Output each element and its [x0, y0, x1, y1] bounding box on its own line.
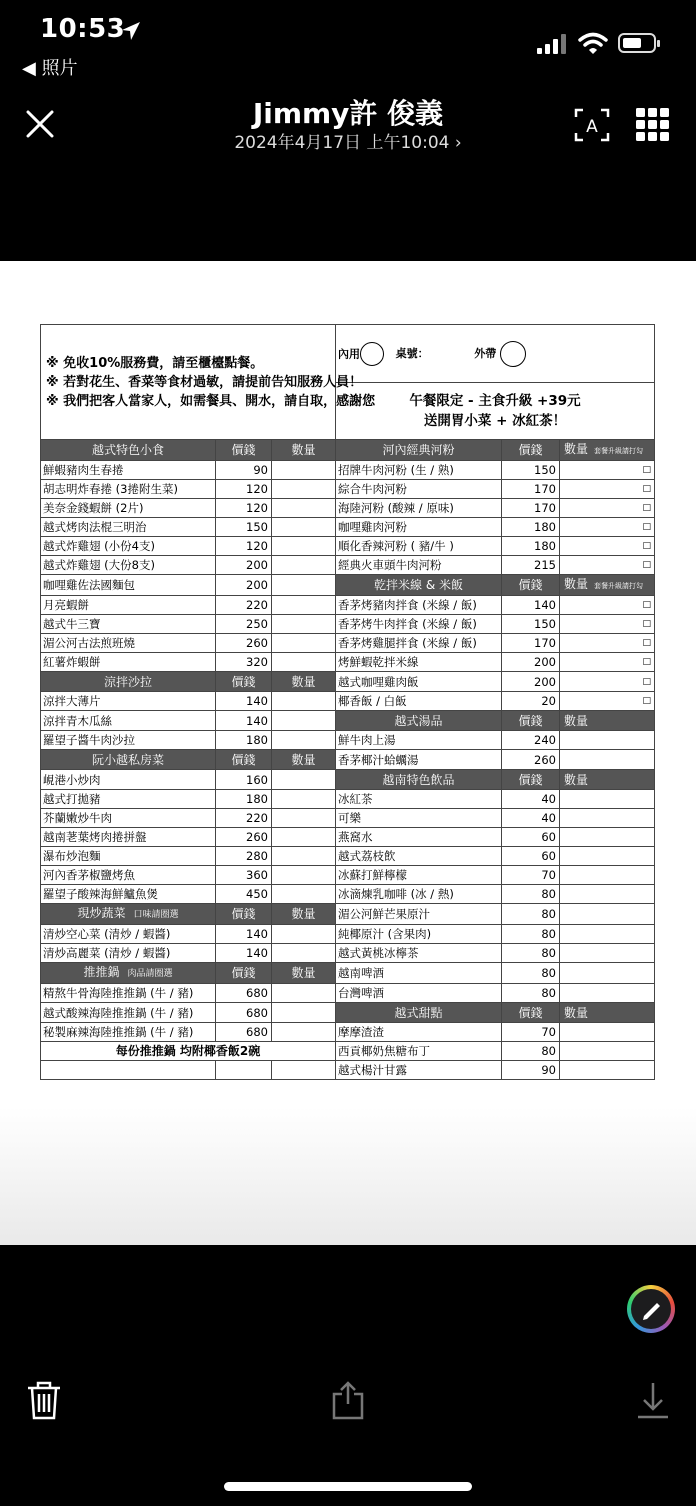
- qty-header-text: 數量: [564, 772, 589, 787]
- menu-row: [41, 866, 655, 885]
- qty-header-text: 數量: [291, 907, 316, 921]
- battery-icon: [618, 33, 656, 53]
- menu-item-name: 冰滴煉乳咖啡 (冰 / 熱): [336, 885, 502, 904]
- menu-item-name: 香茅烤牛肉拌食 (米線 / 飯): [336, 615, 502, 634]
- menu-item-name: 海陸河粉 (酸辣 / 原味): [336, 499, 502, 518]
- menu-item-name: 冰蘇打鮮檸檬: [336, 866, 502, 885]
- location-arrow-icon: [120, 20, 142, 46]
- menu-item-price: 140: [216, 711, 272, 731]
- live-text-icon[interactable]: [574, 107, 610, 147]
- qty-column-header: [560, 1003, 655, 1023]
- quantity-cell[interactable]: [272, 731, 336, 750]
- menu-item-name: 湄公河古法煎班燒: [41, 634, 216, 653]
- quantity-cell[interactable]: [560, 634, 655, 653]
- menu-row: [41, 809, 655, 828]
- quantity-cell[interactable]: [272, 984, 336, 1003]
- menu-item-name: 香茅烤豬肉拌食 (米線 / 飯): [336, 596, 502, 615]
- menu-item-price: 90: [502, 1061, 560, 1080]
- quantity-cell[interactable]: [560, 944, 655, 963]
- menu-item-name: 越式荔枝飲: [336, 847, 502, 866]
- takeout-circle: [500, 341, 526, 367]
- menu-item-name: 越式咖哩雞肉飯: [336, 672, 502, 692]
- quantity-cell[interactable]: [272, 944, 336, 963]
- right-section-title: 越式湯品: [336, 711, 502, 731]
- menu-item-name: 月亮蝦餅: [41, 596, 216, 615]
- qty-header-text: 數量: [291, 674, 316, 689]
- menu-item-price: 150: [502, 461, 560, 480]
- menu-item-price: 180: [216, 790, 272, 809]
- menu-item-price: 215: [502, 556, 560, 575]
- menu-row: [41, 944, 655, 963]
- quantity-cell[interactable]: [560, 596, 655, 615]
- qty-column-header: [272, 672, 336, 692]
- quantity-cell[interactable]: [560, 499, 655, 518]
- menu-item-name: 湄公河鮮芒果原汁: [336, 904, 502, 925]
- empty-cell: [216, 1061, 272, 1080]
- menu-item-price: 40: [502, 809, 560, 828]
- grid-view-icon[interactable]: [636, 108, 670, 146]
- upgrade-checkbox[interactable]: □: [642, 484, 652, 494]
- menu-item-name: 胡志明炸春捲 (3捲附生菜): [41, 480, 216, 499]
- menu-item-price: 140: [216, 944, 272, 963]
- quantity-cell[interactable]: [560, 904, 655, 925]
- back-label: 照片: [41, 58, 78, 79]
- menu-item-name: 香茅椰汁蛤蠣湯: [336, 750, 502, 770]
- menu-row: [41, 615, 655, 634]
- wifi-icon: [578, 32, 608, 58]
- upgrade-checkbox[interactable]: □: [642, 541, 652, 551]
- menu-item-price: 140: [216, 692, 272, 711]
- menu-item-price: 240: [502, 731, 560, 750]
- quantity-cell[interactable]: [272, 770, 336, 790]
- markup-edit-button[interactable]: [627, 1285, 675, 1333]
- menu-item-price: 260: [502, 750, 560, 770]
- menu-item-price: 220: [216, 596, 272, 615]
- menu-row: [41, 750, 655, 770]
- quantity-cell[interactable]: [272, 866, 336, 885]
- quantity-cell[interactable]: [272, 575, 336, 596]
- home-indicator[interactable]: [224, 1482, 472, 1491]
- price-column-header: 價錢: [216, 963, 272, 984]
- right-section-title: 越南特色飲品: [336, 770, 502, 790]
- menu-item-price: 180: [502, 537, 560, 556]
- quantity-cell[interactable]: [272, 556, 336, 575]
- menu-row: [41, 440, 655, 461]
- quantity-cell[interactable]: [272, 1003, 336, 1023]
- menu-item-price: 80: [502, 1042, 560, 1061]
- menu-item-price: 200: [502, 672, 560, 692]
- photo-viewer[interactable]: [0, 261, 696, 1245]
- menu-item-name: 涼拌青木瓜絲: [41, 711, 216, 731]
- menu-item-name: 紅薯炸蝦餅: [41, 653, 216, 672]
- section-title-note: 口味請圈選: [133, 910, 179, 920]
- quantity-cell[interactable]: [272, 692, 336, 711]
- menu-item-name: 純椰原汁 (含果肉): [336, 925, 502, 944]
- menu-row: [41, 885, 655, 904]
- menu-item-price: 20: [502, 692, 560, 711]
- quantity-cell[interactable]: [272, 596, 336, 615]
- back-to-photos-link[interactable]: [22, 54, 78, 80]
- qty-header-text: 數量: [564, 577, 589, 591]
- menu-item-name: 清炒高麗菜 (清炒 / 蝦醬): [41, 944, 216, 963]
- menu-item-name: 咖哩雞肉河粉: [336, 518, 502, 537]
- menu-item-name: 鮮牛肉上湯: [336, 731, 502, 750]
- menu-row: [41, 575, 655, 596]
- menu-row: [41, 925, 655, 944]
- menu-item-price: 60: [502, 847, 560, 866]
- price-column-header: 價錢: [502, 711, 560, 731]
- cellular-signal-icon: [537, 34, 571, 58]
- qty-header-text: 數量: [564, 713, 589, 728]
- menu-row: [41, 711, 655, 731]
- qty-column-header: [272, 750, 336, 770]
- qty-header-text: 數量: [564, 442, 589, 456]
- menu-item-name: 椰香飯 / 白飯: [336, 692, 502, 711]
- lunch-promo-box: [336, 383, 655, 440]
- upgrade-note: 套餐升級請打勾: [594, 582, 644, 590]
- menu-item-name: 精熬牛骨海陸推推鍋 (牛 / 豬): [41, 984, 216, 1003]
- menu-item-name: 鮮蝦豬肉生春捲: [41, 461, 216, 480]
- menu-row: [41, 904, 655, 925]
- menu-row: [41, 1023, 655, 1042]
- qty-header-text: 數量: [564, 1005, 589, 1020]
- save-download-icon[interactable]: [636, 1380, 670, 1424]
- menu-item-name: 越式酸辣海陸推推鍋 (牛 / 豬): [41, 1003, 216, 1023]
- quantity-cell[interactable]: [560, 925, 655, 944]
- quantity-cell[interactable]: [272, 828, 336, 847]
- qty-header-text: 數量: [291, 966, 316, 980]
- right-section-title: 乾拌米線 & 米飯: [336, 575, 502, 596]
- quantity-cell[interactable]: [560, 1023, 655, 1042]
- menu-item-name: 越式打拋豬: [41, 790, 216, 809]
- menu-row: [41, 653, 655, 672]
- quantity-cell[interactable]: [560, 963, 655, 984]
- upgrade-checkbox[interactable]: □: [642, 522, 652, 532]
- trash-icon[interactable]: [26, 1380, 62, 1424]
- menu-item-price: 80: [502, 885, 560, 904]
- menu-row: [41, 461, 655, 480]
- menu-item-price: 70: [502, 866, 560, 885]
- qty-column-header: [272, 904, 336, 925]
- quantity-cell[interactable]: [560, 537, 655, 556]
- upgrade-note: 套餐升級請打勾: [594, 447, 644, 455]
- menu-item-name: 越式黃桃冰檸茶: [336, 944, 502, 963]
- menu-item-name: 秘製麻辣海陸推推鍋 (牛 / 豬): [41, 1023, 216, 1042]
- menu-row: [41, 770, 655, 790]
- menu-order-form: [40, 324, 655, 1080]
- menu-item-price: 280: [216, 847, 272, 866]
- menu-item-price: 200: [216, 575, 272, 596]
- menu-item-price: 120: [216, 499, 272, 518]
- quantity-cell[interactable]: [560, 828, 655, 847]
- qty-column-header: [272, 440, 336, 461]
- photo-date[interactable]: 2024年4月17日 上午10:04 ›: [234, 133, 462, 153]
- quantity-cell[interactable]: [272, 615, 336, 634]
- menu-row: [41, 596, 655, 615]
- right-section-title: 河內經典河粉: [336, 440, 502, 461]
- menu-item-name: 羅望子酸辣海鮮鱸魚煲: [41, 885, 216, 904]
- quantity-cell[interactable]: [560, 461, 655, 480]
- menu-item-name: 越式牛三寶: [41, 615, 216, 634]
- menu-item-name: 烤鮮蝦乾拌米線: [336, 653, 502, 672]
- quantity-cell[interactable]: [272, 885, 336, 904]
- upgrade-checkbox[interactable]: □: [642, 600, 652, 610]
- back-triangle-icon: ◀: [22, 58, 36, 79]
- quantity-cell[interactable]: [560, 750, 655, 770]
- menu-row: [41, 847, 655, 866]
- share-icon[interactable]: [330, 1380, 366, 1424]
- price-column-header: 價錢: [502, 770, 560, 790]
- quantity-cell[interactable]: [560, 692, 655, 711]
- menu-row: [41, 790, 655, 809]
- menu-item-price: 120: [216, 537, 272, 556]
- menu-item-price: 250: [216, 615, 272, 634]
- qty-column-header: [560, 711, 655, 731]
- menu-item-price: 180: [502, 518, 560, 537]
- upgrade-checkbox[interactable]: □: [642, 696, 652, 706]
- menu-row: [41, 634, 655, 653]
- qty-column-header: [560, 770, 655, 790]
- menu-item-name: 綜合牛肉河粉: [336, 480, 502, 499]
- menu-item-price: 200: [216, 556, 272, 575]
- quantity-cell[interactable]: [272, 847, 336, 866]
- dine-in-circle: [360, 342, 384, 366]
- left-section-title: 涼拌沙拉: [41, 672, 216, 692]
- upgrade-checkbox[interactable]: □: [642, 638, 652, 648]
- menu-item-name: 美奈金錢蝦餅 (2片): [41, 499, 216, 518]
- menu-row: [41, 537, 655, 556]
- menu-row: [41, 1061, 655, 1080]
- upgrade-checkbox[interactable]: □: [642, 657, 652, 667]
- section-title-note: 肉品請圈選: [127, 969, 173, 979]
- qty-header-text: 數量: [291, 752, 316, 767]
- quantity-cell[interactable]: [560, 885, 655, 904]
- notice-line-1: ※ 免收10%服務費，請至櫃檯點餐。: [46, 355, 264, 371]
- menu-item-name: 香茅烤雞腿拌食 (米線 / 飯): [336, 634, 502, 653]
- takeout-label: 外帶: [474, 347, 497, 360]
- quantity-cell[interactable]: [272, 634, 336, 653]
- quantity-cell[interactable]: [560, 1061, 655, 1080]
- quantity-cell[interactable]: [272, 711, 336, 731]
- menu-item-price: 160: [216, 770, 272, 790]
- menu-item-price: 60: [502, 828, 560, 847]
- menu-item-price: 80: [502, 984, 560, 1003]
- quantity-cell[interactable]: [560, 615, 655, 634]
- menu-item-name: 越式炸雞翅 (小份4支): [41, 537, 216, 556]
- menu-item-name: 涼拌大薄片: [41, 692, 216, 711]
- upgrade-checkbox[interactable]: □: [642, 560, 652, 570]
- quantity-cell[interactable]: [560, 809, 655, 828]
- right-section-title: 越式甜點: [336, 1003, 502, 1023]
- menu-item-price: 680: [216, 984, 272, 1003]
- menu-item-price: 80: [502, 944, 560, 963]
- menu-row: [41, 963, 655, 984]
- menu-item-price: 140: [502, 596, 560, 615]
- menu-item-name: 河內香茅椒鹽烤魚: [41, 866, 216, 885]
- order-type-box: [336, 325, 655, 383]
- menu-item-price: 40: [502, 790, 560, 809]
- quantity-cell[interactable]: [272, 518, 336, 537]
- menu-item-price: 180: [216, 731, 272, 750]
- menu-item-name: 清炒空心菜 (清炒 / 蝦醬): [41, 925, 216, 944]
- svg-text:A: A: [586, 117, 598, 137]
- menu-item-name: 芥蘭嫩炒牛肉: [41, 809, 216, 828]
- quantity-cell[interactable]: [560, 866, 655, 885]
- menu-row: [41, 518, 655, 537]
- quantity-cell[interactable]: [560, 847, 655, 866]
- menu-item-name: 順化香辣河粉 ( 豬/牛 ): [336, 537, 502, 556]
- quantity-cell[interactable]: [560, 556, 655, 575]
- price-column-header: 價錢: [502, 440, 560, 461]
- menu-item-name: 台灣啤酒: [336, 984, 502, 1003]
- quantity-cell[interactable]: [272, 653, 336, 672]
- empty-cell: [272, 1061, 336, 1080]
- menu-row: [41, 731, 655, 750]
- menu-row: [41, 480, 655, 499]
- menu-item-name: 西貢椰奶焦糖布丁: [336, 1042, 502, 1061]
- quantity-cell[interactable]: [560, 518, 655, 537]
- menu-item-price: 170: [502, 634, 560, 653]
- page-title: Jimmy許 俊義: [252, 97, 444, 130]
- menu-item-price: 320: [216, 653, 272, 672]
- upgrade-checkbox[interactable]: □: [642, 503, 652, 513]
- notice-line-3: ※ 我們把客人當家人，如需餐具、開水，請自取，感謝您: [46, 393, 376, 409]
- menu-item-price: 220: [216, 809, 272, 828]
- quantity-cell[interactable]: [272, 499, 336, 518]
- menu-item-name: 咖哩雞佐法國麵包: [41, 575, 216, 596]
- menu-item-price: 80: [502, 925, 560, 944]
- left-section-title: 阮小越私房菜: [41, 750, 216, 770]
- menu-item-name: 冰紅茶: [336, 790, 502, 809]
- menu-item-price: 680: [216, 1023, 272, 1042]
- empty-cell: [41, 1061, 216, 1080]
- menu-item-price: 150: [216, 518, 272, 537]
- quantity-cell[interactable]: [272, 925, 336, 944]
- menu-item-name: 越南啤酒: [336, 963, 502, 984]
- menu-item-price: 80: [502, 904, 560, 925]
- menu-item-price: 360: [216, 866, 272, 885]
- upgrade-checkbox[interactable]: □: [642, 676, 652, 687]
- menu-item-price: 170: [502, 499, 560, 518]
- menu-item-name: 越南荖葉烤肉捲拼盤: [41, 828, 216, 847]
- menu-row: [41, 499, 655, 518]
- menu-item-price: 680: [216, 1003, 272, 1023]
- price-column-header: 價錢: [216, 904, 272, 925]
- menu-item-name: 燕窩水: [336, 828, 502, 847]
- quantity-cell[interactable]: [272, 809, 336, 828]
- menu-item-name: 越式炸雞翅 (大份8支): [41, 556, 216, 575]
- menu-item-price: 150: [502, 615, 560, 634]
- menu-row: [41, 692, 655, 711]
- quantity-cell[interactable]: [560, 480, 655, 499]
- menu-item-price: 90: [216, 461, 272, 480]
- menu-row: [41, 1003, 655, 1023]
- price-column-header: 價錢: [502, 1003, 560, 1023]
- quantity-cell[interactable]: [560, 984, 655, 1003]
- price-column-header: 價錢: [216, 750, 272, 770]
- qty-column-header: [272, 963, 336, 984]
- menu-item-name: 越式楊汁甘露: [336, 1061, 502, 1080]
- menu-item-name: 越式烤肉法棍三明治: [41, 518, 216, 537]
- notice-line-2: ※ 若對花生、香菜等食材過敏，請提前告知服務人員！: [46, 374, 363, 390]
- menu-item-price: 200: [502, 653, 560, 672]
- upgrade-checkbox[interactable]: □: [642, 619, 652, 629]
- quantity-cell[interactable]: [560, 672, 655, 692]
- price-column-header: 價錢: [502, 575, 560, 596]
- menu-row: [41, 556, 655, 575]
- section-title-text: 現炒蔬菜: [77, 906, 126, 920]
- menu-item-name: 峴港小炒肉: [41, 770, 216, 790]
- menu-item-price: 260: [216, 828, 272, 847]
- price-column-header: 價錢: [216, 440, 272, 461]
- menu-item-name: 羅望子醬牛肉沙拉: [41, 731, 216, 750]
- menu-item-price: 120: [216, 480, 272, 499]
- quantity-cell[interactable]: [272, 480, 336, 499]
- menu-item-name: 可樂: [336, 809, 502, 828]
- menu-item-price: 260: [216, 634, 272, 653]
- quantity-cell[interactable]: [560, 731, 655, 750]
- quantity-cell[interactable]: [560, 653, 655, 672]
- menu-item-price: 80: [502, 963, 560, 984]
- menu-item-name: 瀑布炒泡麵: [41, 847, 216, 866]
- upgrade-checkbox[interactable]: □: [642, 465, 652, 475]
- status-time: 10:53: [40, 14, 126, 44]
- lunch-promo-line-2: 送開胃小菜 + 冰紅茶！: [423, 413, 567, 429]
- left-section-title: [41, 904, 216, 925]
- qty-column-header: [560, 575, 655, 596]
- left-section-title: 越式特色小食: [41, 440, 216, 461]
- qty-header-text: 數量: [291, 443, 316, 457]
- section-title-text: 推推鍋: [83, 965, 120, 979]
- menu-item-price: 140: [216, 925, 272, 944]
- pen-icon: [631, 1314, 671, 1333]
- menu-item-price: 70: [502, 1023, 560, 1042]
- quantity-cell[interactable]: [272, 461, 336, 480]
- menu-row: [41, 1042, 655, 1061]
- quantity-cell[interactable]: [560, 790, 655, 809]
- table-number-label: 桌號：: [395, 347, 429, 360]
- status-bar: [0, 0, 696, 92]
- quantity-cell[interactable]: [272, 537, 336, 556]
- hotpot-footer-note: 每份推推鍋 均附椰香飯2碗: [41, 1042, 336, 1061]
- menu-item-name: 摩摩渣渣: [336, 1023, 502, 1042]
- lunch-promo-line-1: 午餐限定 - 主食升級 +39元: [409, 393, 581, 409]
- quantity-cell[interactable]: [272, 790, 336, 809]
- menu-row: [41, 984, 655, 1003]
- menu-item-name: 招牌牛肉河粉 (生 / 熟): [336, 461, 502, 480]
- quantity-cell[interactable]: [560, 1042, 655, 1061]
- left-section-title: [41, 963, 216, 984]
- qty-column-header: [560, 440, 655, 461]
- dine-in-label: 內用: [338, 347, 360, 360]
- menu-item-price: 450: [216, 885, 272, 904]
- quantity-cell[interactable]: [272, 1023, 336, 1042]
- price-column-header: 價錢: [216, 672, 272, 692]
- menu-row: [41, 828, 655, 847]
- menu-row: [41, 672, 655, 692]
- menu-item-price: 170: [502, 480, 560, 499]
- menu-item-name: 經典火車頭牛肉河粉: [336, 556, 502, 575]
